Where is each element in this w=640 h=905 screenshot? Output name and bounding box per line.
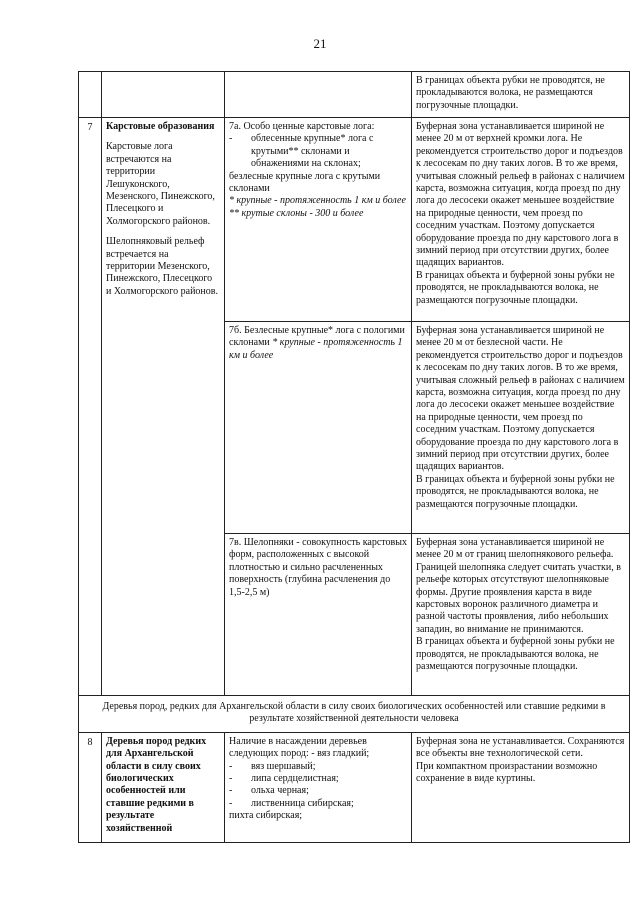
rule-cell-7b	[412, 322, 630, 534]
rule-text-8-2: При компактном произрастании возможно сохранение в виде куртины.	[416, 760, 598, 785]
criteria-note-7b: * крупные - протяженность 1 км и более	[229, 337, 403, 361]
criteria-title-7a: 7а. Особо ценные карстовые лога:	[229, 121, 375, 132]
continuation-note: В границах объекта рубки не проводятся, не прокладываются волока, не размещаются погрузочные площадки.	[412, 72, 630, 118]
criteria-cell-7b	[225, 322, 412, 534]
list-item: - лиственница сибирская;	[229, 797, 354, 809]
rule-text-7b-2: В границах объекта и буферной зоны рубки не проводятся, не прокладываются волока, не размещаются погрузочные площадки.	[416, 473, 615, 510]
criteria-item-7a: - облесенные крупные* лога с крутыми** склонами и обнажениями на склонах;	[229, 133, 374, 170]
rule-text-7c-2: В границах объекта и буферной зоны рубки не проводятся, не прокладываются волока, не размещаются погрузочные площадки.	[416, 636, 615, 673]
row-number-7: 7	[79, 118, 102, 696]
object-desc-shelopnyak: Шелопняковый рельеф встречается на территории Мезенского, Пинежского, Плесецкого и Холмогорского районов.	[106, 236, 218, 297]
criteria-cell-7a	[225, 118, 412, 322]
section-header: Деревья пород, редких для Архангельской области в силу своих биологических особенностей или ставшие редкими в результате хозяйственной деятельности человека	[79, 696, 630, 733]
object-title-7: Карстовые образования	[106, 121, 215, 132]
list-item: - липа сердцелистная;	[229, 773, 339, 785]
rule-cell-7c	[412, 534, 630, 696]
rule-text-7c: Буферная зона устанавливается шириной не менее 20 м от границ шелопнякового рельефа. Границей шелопняка следует считать участки, в рельефе которых отсутствуют шелопняковые формы. Другие проявления карста в виде карстовых воронок различного диаметра и разной частоты проявления, либо небольших западин, во внимание не принимаются.	[416, 537, 621, 635]
rule-cell-8	[412, 732, 630, 842]
rule-cell-7a	[412, 118, 630, 322]
rules-table	[78, 71, 630, 843]
row-number-8: 8	[79, 732, 102, 842]
list-item: - вяз шершавый;	[229, 760, 316, 772]
criteria-text-7a: безлесные крупные лога с крутыми склонами	[229, 170, 381, 195]
table-row-continuation	[79, 72, 630, 118]
criteria-cell-8	[225, 732, 412, 842]
criteria-note-7a: * крупные - протяженность 1 км и более ** крутые склоны - 300 и более	[229, 195, 406, 219]
section-header-row	[79, 696, 630, 733]
page-number: 21	[313, 36, 327, 51]
rule-text-7a-2: В границах объекта и буферной зоны рубки не проводятся, не прокладываются волока, не размещаются погрузочные площадки.	[416, 269, 615, 306]
object-cell-7	[102, 118, 225, 696]
object-desc-karst: Карстовые лога встречаются на территории Лешуконского, Мезенского, Пинежского, Плесецкого и Холмогорского районов.	[106, 141, 215, 227]
criteria-title-7b: 7б. Безлесные крупные* лога с пологими склонами	[229, 325, 405, 349]
criteria-intro-8: Наличие в насаждении деревьев следующих пород: - вяз гладкий;	[229, 735, 370, 760]
list-item: - ольха черная;	[229, 785, 309, 797]
rule-text-8: Буферная зона не устанавливается. Сохраняются все объекты вне технологической сети.	[416, 735, 625, 760]
criteria-cell-7c: 7в. Шелопняки - совокупность карстовых форм, расположенных с высокой плотностью и сильно расчлененных поверхность (глубина расчленения до 1,5-2,5 м)	[225, 534, 412, 696]
rule-text-7b: Буферная зона устанавливается шириной не менее 20 м от безлесной части. Не рекомендуется строительство дорог и подъездов к лесосекам по дну таких логов. В то же время, учитывая сложный рельеф в районах с наличием карста, возможна ситуация, когда проезд по дну лога до лесосеки окажет меньшее воздействие на природные ценности, чем проезд по соседним участкам. Поэтому допускается оборудование проезда по дну карстового лога в зимний период при отсутствии других, более щадящих вариантов.	[416, 325, 625, 473]
rule-text-7a: Буферная зона устанавливается шириной не менее 20 м от верхней кромки лога. Не рекомендуется строительство дорог и подъездов к лесосекам по дну таких логов. В то же время, учитывая сложный рельеф в районах с наличием карста, возможна ситуация, когда проезд по дну лога до лесосеки окажет меньшее воздействие на природные ценности, чем проезд по соседним участкам. Поэтому допускается оборудование проезда по дну карстового лога в зимний период при отсутствии других, более щадящих вариантов.	[416, 121, 625, 269]
table-row-8	[79, 732, 630, 842]
criteria-tail-8: пихта сибирская;	[229, 810, 303, 822]
table-row-7a	[79, 118, 630, 322]
object-title-8: Деревья пород редких для Архангельской области в силу своих биологических особенностей или ставшие редкими в результате хозяйственной	[102, 732, 225, 842]
